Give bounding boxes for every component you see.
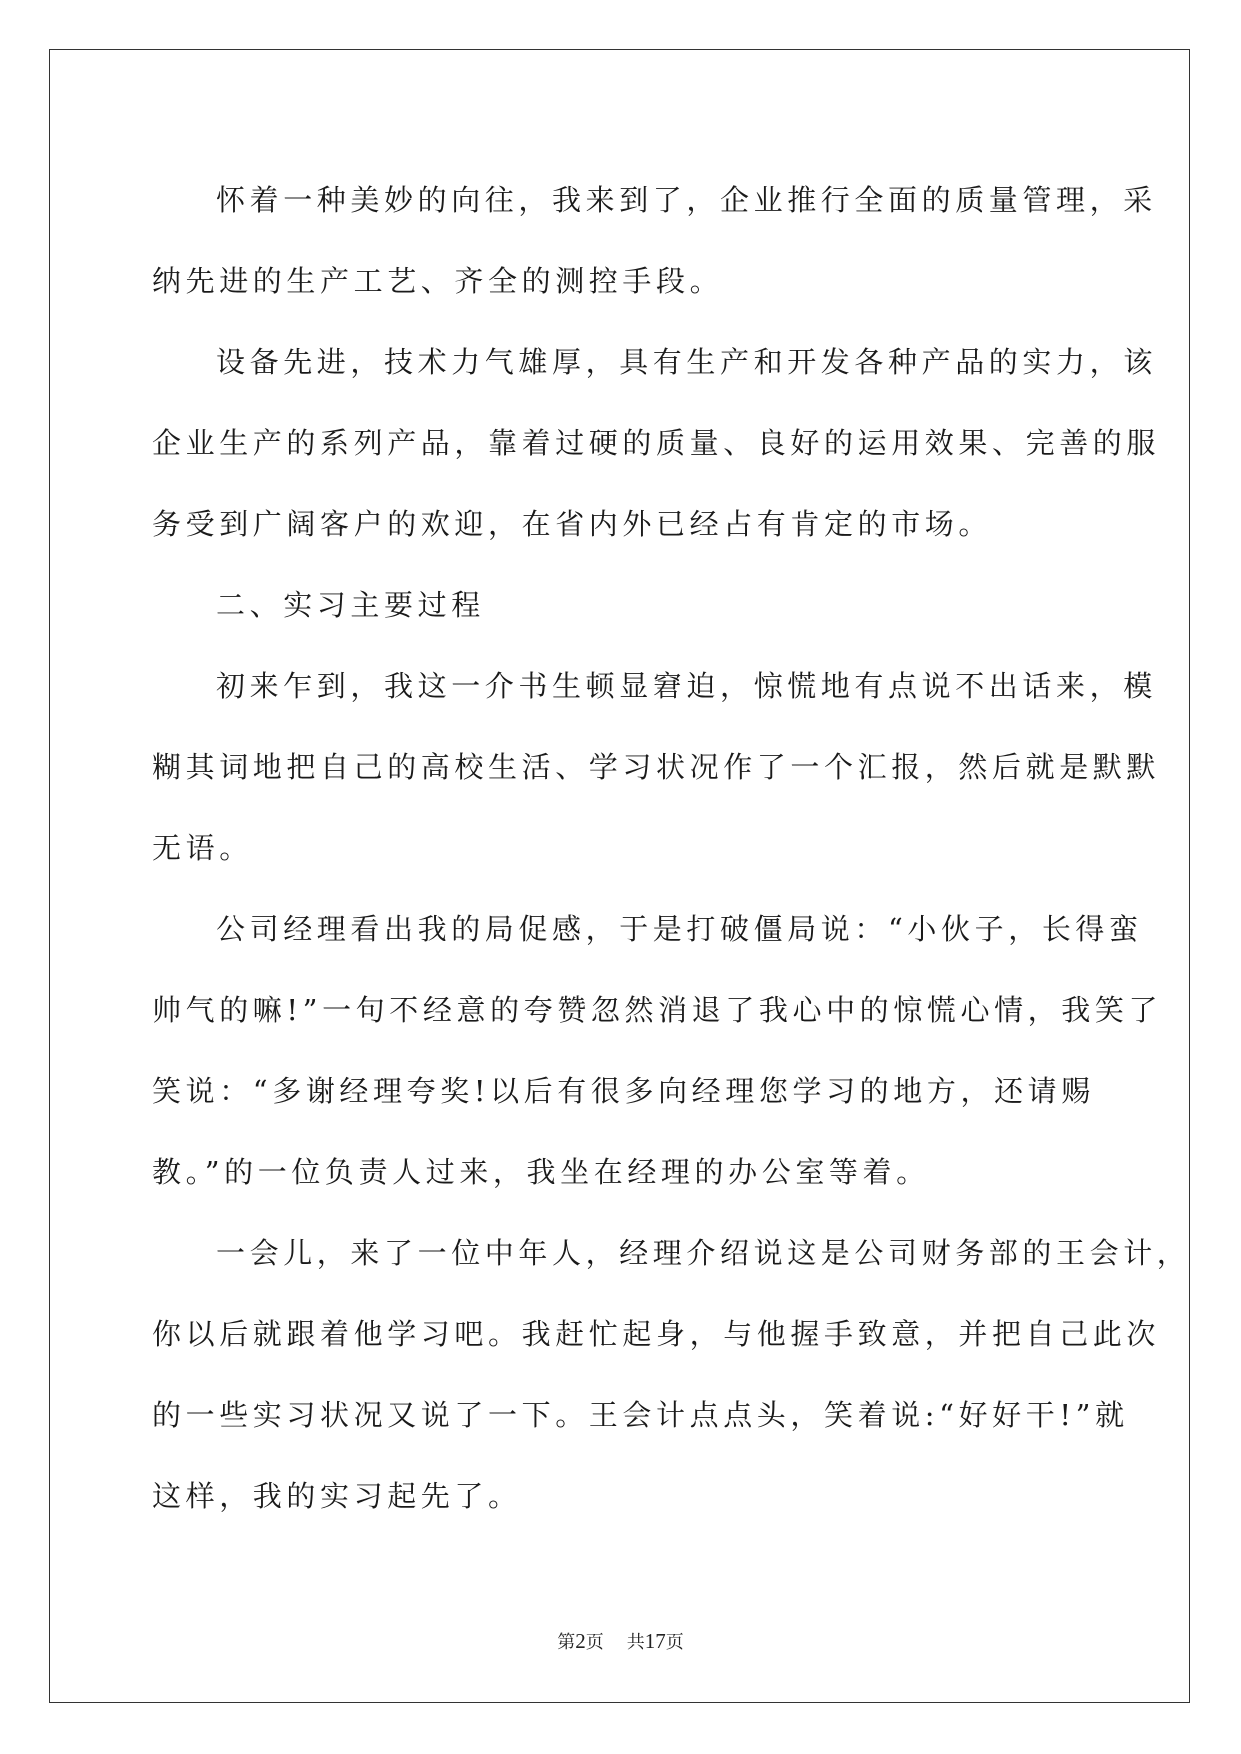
page-number-suffix: 页 xyxy=(585,1632,604,1653)
total-pages-number: 17 xyxy=(644,1629,666,1653)
paragraph-line: 公司经理看出我的局促感，于是打破僵局说：“小伙子，长得蛮 xyxy=(216,912,1143,946)
paragraph-line: 这样，我的实习起先了。 xyxy=(152,1479,522,1513)
paragraph-line: 笑说：“多谢经理夸奖!以后有很多向经理您学习的地方，还请赐 xyxy=(152,1074,1095,1108)
paragraph-line: 纳先进的生产工艺、齐全的测控手段。 xyxy=(152,264,724,298)
paragraph-line: 务受到广阔客户的欢迎，在省内外已经占有肯定的市场。 xyxy=(152,507,993,541)
paragraph-3 xyxy=(152,646,1161,889)
paragraph-4 xyxy=(152,889,1163,1213)
paragraph-line: 教。”的一位负责人过来，我坐在经理的办公室等着。 xyxy=(152,1155,930,1189)
paragraph-1 xyxy=(152,160,1157,322)
document-body xyxy=(152,160,1191,1537)
total-pages-suffix: 页 xyxy=(665,1632,684,1653)
page-footer xyxy=(0,1628,1241,1654)
paragraph-5 xyxy=(152,1213,1191,1537)
section-heading-text: 二、实习主要过程 xyxy=(216,588,485,622)
paragraph-line: 初来乍到，我这一介书生顿显窘迫，惊慌地有点说不出话来，模 xyxy=(216,669,1157,703)
paragraph-2 xyxy=(152,322,1161,565)
paragraph-line: 一会儿，来了一位中年人，经理介绍说这是公司财务部的王会计， xyxy=(216,1236,1191,1270)
paragraph-line: 的一些实习状况又说了一下。王会计点点头，笑着说:“好好干!”就 xyxy=(152,1398,1129,1432)
section-heading xyxy=(152,565,1092,646)
paragraph-line: 糊其词地把自己的高校生活、学习状况作了一个汇报，然后就是默默 xyxy=(152,750,1161,784)
paragraph-line: 帅气的嘛!”一句不经意的夸赞忽然消退了我心中的惊慌心情，我笑了 xyxy=(152,993,1163,1027)
paragraph-line: 无语。 xyxy=(152,831,253,865)
paragraph-line: 怀着一种美妙的向往，我来到了，企业推行全面的质量管理，采 xyxy=(216,183,1157,217)
paragraph-line: 企业生产的系列产品，靠着过硬的质量、良好的运用效果、完善的服 xyxy=(152,426,1161,460)
page-number-prefix: 第 xyxy=(557,1632,576,1653)
total-pages-prefix: 共 xyxy=(626,1632,645,1653)
current-page-number: 2 xyxy=(575,1629,586,1653)
paragraph-line: 你以后就跟着他学习吧。我赶忙起身，与他握手致意，并把自己此次 xyxy=(152,1317,1161,1351)
paragraph-line: 设备先进，技术力气雄厚，具有生产和开发各种产品的实力，该 xyxy=(216,345,1157,379)
